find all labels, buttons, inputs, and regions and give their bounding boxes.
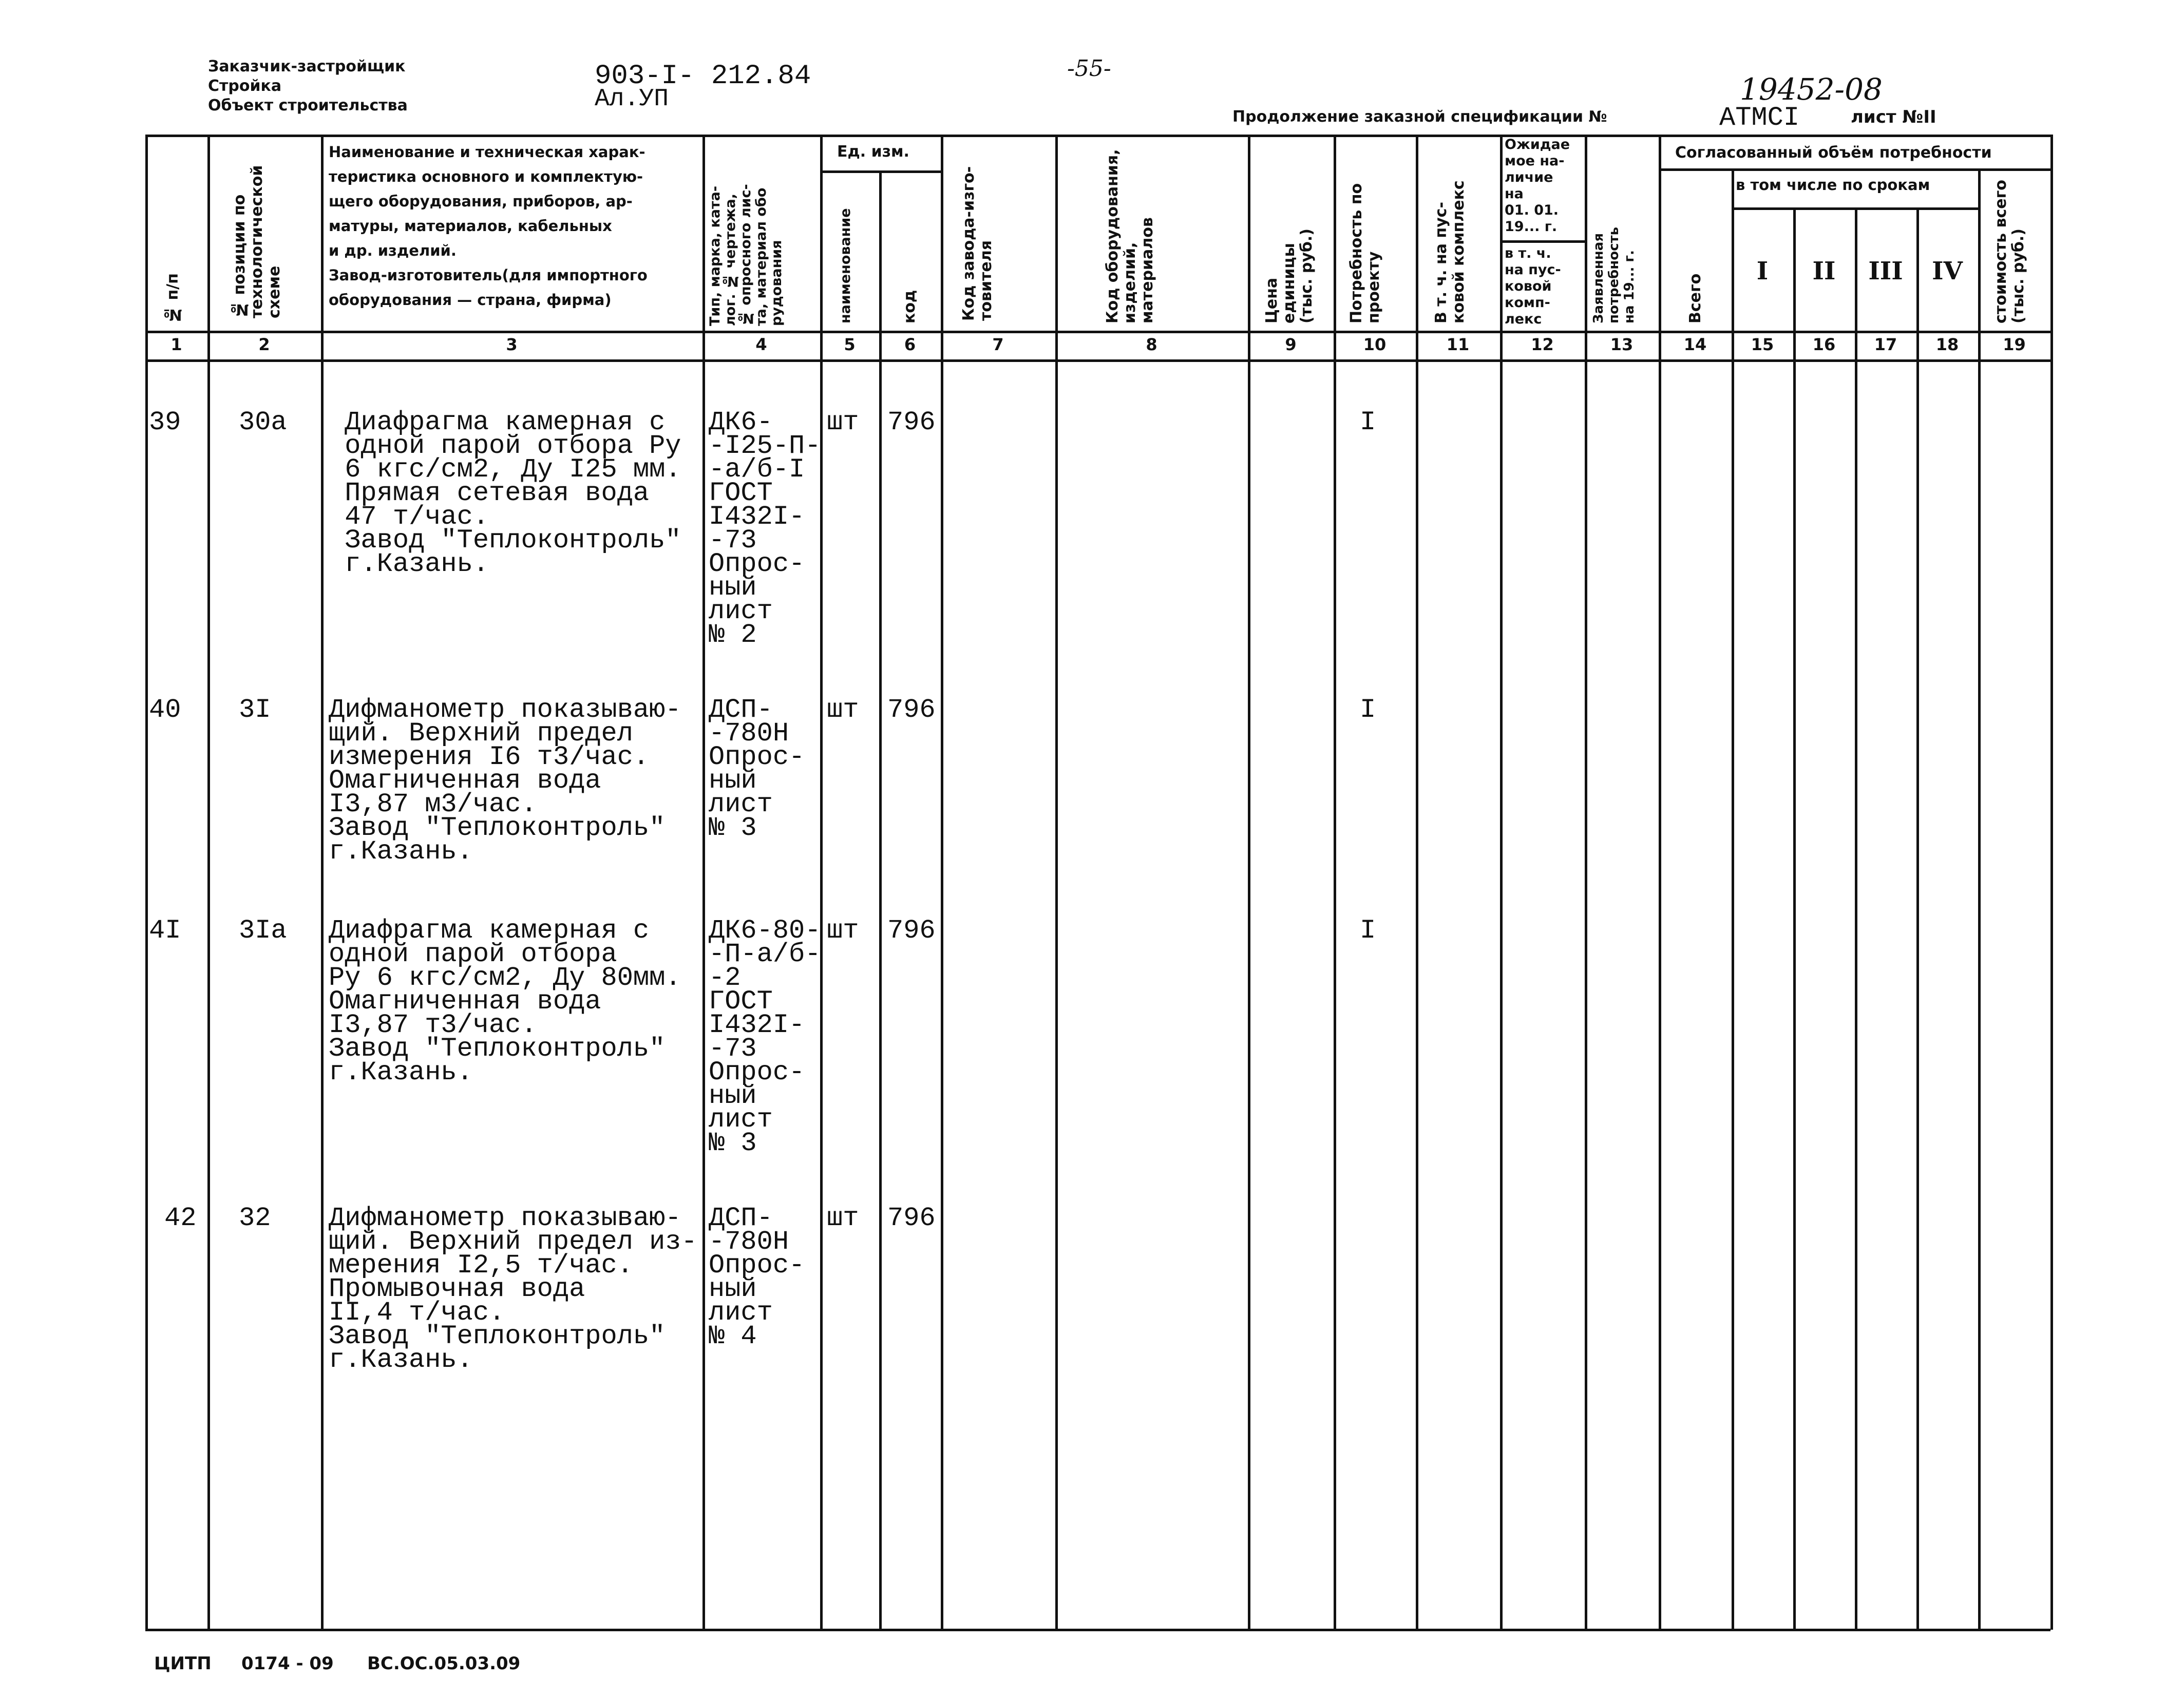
col-header-term-1: I <box>1756 257 1769 285</box>
col-header-name: Наименование и техническая харак- теристика основного и комплектую- щего оборудования, приборов, ар- матуры, материалов, кабельных и др. изделий. Завод-изготовитель(для импортного оборудования — страна, фирма) <box>329 143 648 309</box>
col-number: 14 <box>1683 335 1707 354</box>
row-number: 4I <box>149 915 181 946</box>
row-need: I <box>1360 915 1376 946</box>
col-header-price: Цена единицы (тыс. руб.) <box>1263 228 1316 323</box>
col-header-expected: Ожидае мое на- личие на 01. 01. 19... г. <box>1505 137 1570 235</box>
col-header-term-2: II <box>1812 257 1836 285</box>
col-header-unit-group: Ед. изм. <box>837 143 909 161</box>
col-header-term-3: III <box>1868 257 1903 285</box>
spec-code: АТМСI <box>1719 103 1800 133</box>
col-number: 12 <box>1531 335 1554 354</box>
row-unit: шт <box>827 1203 859 1233</box>
col-header-total: Всего <box>1686 273 1704 323</box>
col-number: 16 <box>1812 335 1836 354</box>
project-code: 903-I- 212.84 <box>595 61 811 92</box>
col-header-expected-startup: в т. ч. на пус- ковой комп- лекс <box>1505 245 1561 327</box>
row-number: 42 <box>164 1203 197 1233</box>
page-number: -55- <box>1067 55 1111 82</box>
row-position: 32 <box>239 1203 271 1233</box>
col-number: 15 <box>1751 335 1774 354</box>
col-number: 6 <box>904 335 916 354</box>
row-code: 796 <box>887 915 936 946</box>
col-number: 18 <box>1935 335 1959 354</box>
footer-org: ЦИТП <box>154 1653 212 1674</box>
footer-ref: ВС.ОС.05.03.09 <box>367 1653 521 1674</box>
row-position: 3I <box>239 695 271 725</box>
row-unit: шт <box>827 695 859 725</box>
album-label: Ал.УП <box>595 85 669 113</box>
col-header-term-4: IV <box>1932 257 1963 285</box>
row-name: Диафрагма камерная с одной парой отбора Ру 6 кгс/см2, Ду 80мм. Омагниченная вода I3,87 т3/час. Завод "Теплоконтроль" г.Казань. <box>329 915 681 1088</box>
col-header-startup: В т. ч. на пус- ковой комплекс <box>1432 180 1468 323</box>
col-header-by-terms: в том числе по срокам <box>1736 176 1930 194</box>
col-number: 11 <box>1446 335 1470 354</box>
row-name: Дифманометр показываю- щий. Верхний предел из- мерения I2,5 т/час. Промывочная вода II,4 т/час. Завод "Теплоконтроль" г.Казань. <box>329 1203 697 1375</box>
spec-title: Продолжение заказной спецификации № <box>1232 108 1607 126</box>
row-number: 39 <box>149 407 181 437</box>
col-header-agreed-group: Согласованный объём потребности <box>1675 144 1992 162</box>
row-type: ДК6-80- -П-а/б- -2 ГОСТ I432I- -73 Опрос- ный лист № 3 <box>709 915 821 1158</box>
row-name: Дифманометр показываю- щий. Верхний предел измерения I6 т3/час. Омагниченная вода I3,87 м3/час. Завод "Теплоконтроль" г.Казань. <box>329 695 681 867</box>
row-need: I <box>1360 407 1376 437</box>
customer-label: Заказчик-застройщик <box>208 58 406 75</box>
col-header-type: Тип, марка, ката- лог. № чертежа, № опросного лис- та, материал обо рудования <box>707 184 785 326</box>
row-number: 40 <box>149 695 181 725</box>
col-number: 4 <box>755 335 767 354</box>
col-number: 17 <box>1874 335 1897 354</box>
sheet-number: лист №II <box>1851 107 1936 127</box>
row-type: ДСП- -780Н Опрос- ный лист № 4 <box>709 1203 805 1351</box>
object-label: Объект строительства <box>208 97 408 115</box>
col-number: 1 <box>170 335 182 354</box>
row-type: ДСП- -780Н Опрос- ный лист № 3 <box>709 695 805 843</box>
row-type: ДК6- -I25-П- -а/б-I ГОСТ I432I- -73 Опрос- ный лист № 2 <box>709 407 821 650</box>
row-unit: шт <box>827 915 859 946</box>
row-code: 796 <box>887 1203 936 1233</box>
col-number: 10 <box>1363 335 1387 354</box>
col-number: 3 <box>506 335 518 354</box>
col-header-position: № позиции по технологической схеме <box>231 165 283 318</box>
col-number: 13 <box>1610 335 1634 354</box>
row-code: 796 <box>887 407 936 437</box>
row-position: 30а <box>239 407 287 437</box>
col-header-n: № п/п <box>164 273 182 323</box>
row-unit: шт <box>827 407 859 437</box>
col-number: 5 <box>844 335 856 354</box>
handwritten-number: 19452-08 <box>1740 72 1883 107</box>
row-position: 3Iа <box>239 915 287 946</box>
row-name: Диафрагма камерная с одной парой отбора Ру 6 кгс/см2, Ду I25 мм. Прямая сетевая вода 47 т/час. Завод "Теплоконтроль" г.Казань. <box>345 407 681 579</box>
col-header-plant-code: Код завода-изго- товителя <box>960 166 995 321</box>
site-label: Стройка <box>208 77 282 95</box>
col-header-need: Потребность по проекту <box>1347 183 1383 323</box>
footer-code: 0174 - 09 <box>241 1653 334 1674</box>
row-need: I <box>1360 695 1376 725</box>
col-number: 2 <box>258 335 270 354</box>
col-number: 19 <box>2003 335 2026 354</box>
col-header-equipment-code: Код оборудования, изделий, материалов <box>1104 149 1156 323</box>
col-header-cost: стоимость всего (тыс. руб.) <box>1992 180 2027 323</box>
col-number: 7 <box>992 335 1004 354</box>
col-header-unit-name: наименование <box>838 208 853 323</box>
col-header-unit-code: код <box>901 290 919 323</box>
col-number: 8 <box>1146 335 1157 354</box>
col-header-declared: Заявленная потребность на 19... г. <box>1591 226 1637 323</box>
row-code: 796 <box>887 695 936 725</box>
col-number: 9 <box>1285 335 1297 354</box>
